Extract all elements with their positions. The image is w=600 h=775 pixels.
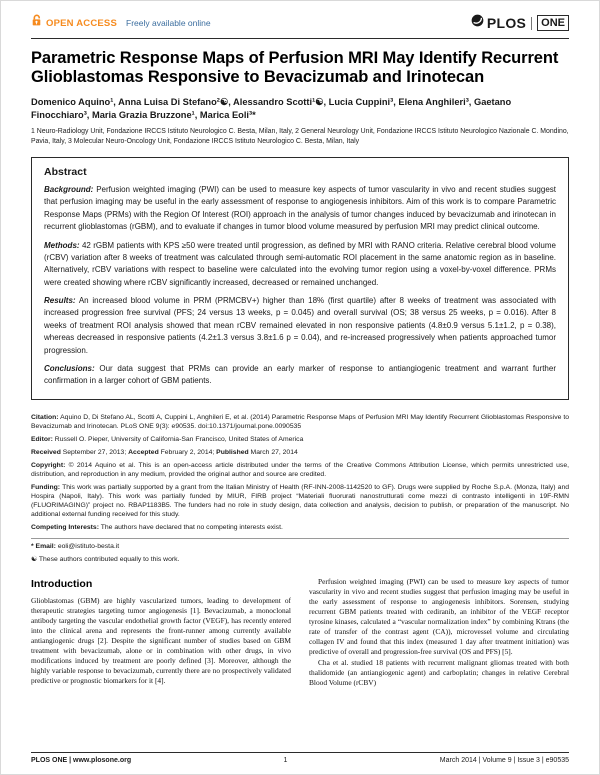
accepted-value: February 2, 2014; — [158, 448, 217, 456]
introduction-paragraph: Glioblastomas (GBM) are highly vascularized tumors, leading to development of therapeutic strategies targeting tumor angiogenesis [1]. Bevacizumab, a monoclonal antibody targeting the vascular endothelial growth factor (VEGF), has recently entered into the clinical arena and represents the front-runner among currently available antiangiogenic drugs [2]. Despite the significant number of studies based on GBM treatment with bevacizumab, alone or in combination with other drugs, in vivo modifications induced by treatment are poorly defined [3]. Moreover, although the highly variable response to bevacizumab, currently there are no prospectively validated predictive or prognostic biomarkers for it [4]. — [31, 595, 291, 686]
one-wordmark: ONE — [537, 15, 569, 31]
email-label: * Email: — [31, 543, 56, 551]
right-column — [309, 577, 569, 752]
received-value: September 27, 2013; — [60, 448, 129, 456]
background-text: Perfusion weighted imaging (PWI) can be used to measure key aspects of tumor vascularity in vivo and recent studies suggest that perfusion imaging may be useful in the early assessment of response to angiogenesis inhibitors. Aim of this work is to compare Parametric Response Maps (PRMs) with the Region Of Interest (ROI) approach in the analysis of tumor changes induced by bevacizumab and irinotecan in recurrent glioblastomas (rGBM), and to evaluate if changes in tumor blood volume measured by perfusion MRI may predict clinical outcome. — [44, 184, 556, 232]
introduction-heading: Introduction — [31, 577, 93, 590]
published-label: Published — [216, 448, 249, 456]
footer-journal: PLOS ONE | www.plosone.org — [31, 757, 132, 764]
accepted-label: Accepted — [128, 448, 159, 456]
funding-line — [31, 484, 569, 520]
abstract-results — [44, 295, 556, 357]
competing-interests-text: The authors have declared that no competing interests exist. — [100, 523, 283, 531]
copyright-line — [31, 462, 569, 480]
methods-text: 42 rGBM patients with KPS ≥50 were treated until progression, as defined by MRI with RANO criteria. Relative cerebral blood volume (rCBV) variation after 8 weeks of treatment was calculated through semi-automatic ROI placement in the same anatomic region as in baseline. Alternatively, rCBV variations with respect to baseline were calculated into the evolving tumor region using a voxel-by-voxel difference. PRMs were created showing where rCBV significantly increased, decreased or remained unchanged. — [44, 240, 556, 287]
affiliations: 1 Neuro-Radiology Unit, Fondazione IRCCS Istituto Neurologico C. Besta, Milan, Italy, 2 General Neurology Unit, Fondazione IRCCS Istituto Neurologico Nazionale C. Mondino, Pavia, Italy, 3 Molecular Neuro-Oncology Unit, Fondazione IRCCS Istituto Neurologico C. Besta, Milan, Italy — [31, 127, 569, 145]
editor-text: Russell O. Pieper, University of California-San Francisco, United States of America — [54, 435, 304, 443]
email-footnote — [31, 542, 569, 552]
journal-top-bar — [31, 14, 569, 39]
conclusions-label: Conclusions: — [44, 364, 95, 374]
dates-line — [31, 449, 569, 458]
copyright-text: © 2014 Aquino et al. This is an open-access article distributed under the terms of the Creative Commons Attribution License, which permits unrestricted use, distribution, and reproduction in any medium, provided the original author and source are credited. — [31, 461, 569, 478]
article-title: Parametric Response Maps of Perfusion MRI May Identify Recurrent Glioblastomas Responsive to Bevacizumab and Irinotecan — [31, 49, 559, 87]
received-label: Received — [31, 448, 61, 456]
article-body — [31, 577, 569, 752]
abstract-methods — [44, 240, 556, 290]
footer-issue-info: March 2014 | Volume 9 | Issue 3 | e90535 — [439, 757, 569, 764]
abstract-heading: Abstract — [44, 165, 87, 178]
citation-text: Aquino D, Di Stefano AL, Scotti A, Cuppini L, Anghileri E, et al. (2014) Parametric Response Maps of Perfusion MRI May Identify Recurrent Glioblastomas Responsive to Bevacizumab and Irinotecan. PLoS ONE 9(3): e90535. doi:10.1371/journal.pone.0090535 — [31, 413, 569, 430]
plos-orb-icon — [471, 14, 484, 32]
author-list: Domenico Aquino¹, Anna Luisa Di Stefano²☯, Alessandro Scotti¹☯, Lucia Cuppini³, Elena Anghileri³, Gaetano Finocchiaro³, Maria Grazia Bruzzone¹, Marica Eoli³* — [31, 96, 512, 120]
author-footnotes — [31, 539, 569, 564]
open-access-label: OPEN ACCESS — [46, 17, 118, 29]
competing-interests-label: Competing Interests: — [31, 523, 99, 531]
methods-label: Methods: — [44, 240, 80, 250]
results-label: Results: — [44, 296, 76, 306]
abstract-box — [31, 157, 569, 400]
funding-label: Funding: — [31, 483, 61, 491]
open-access-lock-icon — [31, 14, 42, 32]
email-address[interactable]: eoli@istituto-besta.it — [57, 543, 120, 551]
logo-divider — [531, 17, 532, 30]
abstract-background — [44, 184, 556, 234]
availability-label: Freely available online — [126, 18, 211, 28]
abstract-conclusions — [44, 363, 556, 388]
citation-label: Citation: — [31, 413, 59, 421]
footer-page-number: 1 — [283, 757, 288, 764]
conclusions-text: Our data suggest that PRMs can provide an early marker of response to antiangiogenic treatment and warrant further confirmation in a larger cohort of GBM patients. — [44, 364, 556, 386]
plos-one-logo — [471, 14, 569, 32]
results-text: An increased blood volume in PRM (PRMCBV+) higher than 18% (first quartile) after 8 weeks of treatment was associated with increased progression free survival (PFS; 24 versus 13 weeks, p = 0.045) and overall survival (OS; 38 versus 25 weeks, p = 0.016). After 8 weeks of treatment ROI analysis showed that mean rCBV remained elevated in non responsive patients (4.8±0.9 versus 5.1±1.2, p = 0.38), whereas decreased in responsive patients (4.2±1.3 versus 3.8±1.6 p = 0.04), and re-increased progressively when patients approached tumor progression. — [44, 296, 557, 355]
body-paragraph: Cha et al. studied 18 patients with recurrent malignant gliomas treated with both thalidomide (an antiangiogenic agent) and carboplatin; changes in relative Cerebral Blood Volume (rCBV) — [309, 658, 569, 688]
funding-text: This work was partially supported by a grant from the Italian Ministry of Health (RF-INN-2008-1142520 to GF). Drugs were supplied by Roche S.p.A. (Monza, Italy) and Hospira (Napoli, Italy). This work was partially funded by MIUR, FIRB project “Materiali fluorurati nanostrutturati come mezzi di contrasto intelligenti in 19F-RMN (FLUORIMAGING)” project no. RBAP1183B5. The funders had no role in study design, data collection and analysis, decision to publish, or preparation of the manuscript. No additional external funding received for this study. — [31, 483, 570, 518]
published-value: March 27, 2014 — [248, 448, 298, 456]
citation-line — [31, 414, 569, 432]
competing-interests-line — [31, 524, 569, 533]
copyright-label: Copyright: — [31, 461, 66, 469]
plos-wordmark: PLOS — [486, 15, 527, 31]
editor-label: Editor: — [31, 435, 53, 443]
body-paragraph: Perfusion weighted imaging (PWI) can be used to measure key aspects of tumor vascularity in vivo and recent studies suggest that perfusion imaging may be useful in the early assessment of response to angiogenesis inhibitors. Sorensen, studying recurrent GBM patients treated with cediranib, an inhibitor of the VEGF receptor tyrosine kinases, calculated a “vascular normalization index” by combining Ktrans (the rate of transfer of the contrast agent (CA)), microvessel volume and circulating collagen IV and found that this index (measured 1 day after treatment initiation) was predictive of overall and progression-free survival (OS and PFS) [5]. — [309, 576, 569, 656]
editor-line — [31, 436, 569, 445]
left-column — [31, 577, 291, 752]
open-access-banner — [31, 14, 211, 32]
article-metadata — [31, 410, 569, 533]
equal-contribution-footnote: ☯ These authors contributed equally to this work. — [31, 556, 180, 563]
background-label: Background: — [44, 184, 94, 194]
page-footer — [31, 752, 569, 764]
